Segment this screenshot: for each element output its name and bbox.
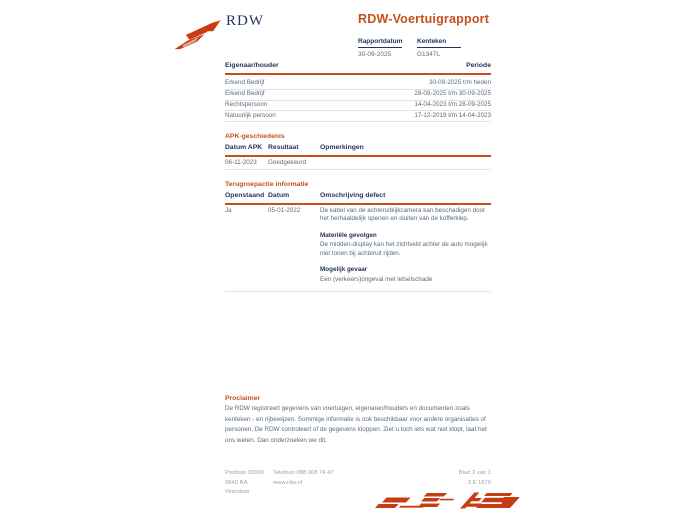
footer-page-number: Blad 3 van 3 (458, 470, 491, 476)
apk-col-opmerkingen: Opmerkingen (320, 144, 364, 152)
recall-table-header (225, 192, 491, 205)
report-date-value: 30-09-2025 (358, 50, 392, 58)
owner-type: Rechtspersoon (225, 100, 268, 108)
recall-defect-details (320, 207, 491, 285)
recall-table-bottom-rule (225, 291, 491, 292)
recall-col-openstaand: Openstaand (225, 192, 265, 200)
owner-table-rows (225, 79, 491, 122)
license-plate-value: G134TL (417, 50, 441, 58)
table-row (225, 79, 491, 90)
recall-section-heading: Terugroepactie informatie (225, 181, 309, 189)
page-title: RDW-Voertuigrapport (358, 12, 490, 26)
proclaimer-heading: Proclaimer (225, 395, 261, 402)
recall-omschrijving: De kabel van de achteruitkijkcamera kan beschadigen door het herhaaldelijk openen en sluiten van de kofferklep. (320, 206, 486, 223)
recall-gevolgen-label: Materiële gevolgen (320, 231, 377, 239)
proclaimer-section (225, 395, 491, 446)
recall-col-datum: Datum (268, 192, 290, 200)
report-date-field (358, 38, 402, 58)
apk-opmerkingen (320, 159, 491, 168)
footer-address-line1: Postbus 30000 (225, 470, 264, 476)
recall-gevolgen-text: De midden-display kan het zichtveld achter de auto mogelijk niet tonen bij achteruit rijden. (320, 241, 488, 257)
owner-table-header (225, 62, 491, 75)
recall-col-omschrijving: Omschrijving defect (320, 192, 386, 200)
license-plate-field (417, 38, 461, 58)
owner-period: 14-04-2023 t/m 28-09-2025 (414, 100, 491, 108)
apk-col-datum: Datum APK (225, 144, 263, 152)
apk-col-resultaat: Resultaat (268, 144, 299, 152)
recall-datum: 05-01-2022 (268, 206, 301, 214)
owner-type: Erkend Bedrijf (225, 79, 265, 87)
report-body (225, 62, 491, 292)
owner-period: 17-12-2019 t/m 14-04-2023 (414, 111, 491, 119)
footer-website-link[interactable]: www.rdw.nl (273, 479, 302, 486)
footer-phone: Telefoon 088 008 74 47 (273, 470, 334, 476)
footer-doc-code: 3 E 1679 (467, 479, 491, 486)
report-date-label: Rapportdatum (358, 38, 402, 48)
rdw-bird-logo-icon (174, 20, 222, 50)
rdw-stripes-graphic-icon (372, 491, 520, 510)
brand-wordmark: RDW (226, 13, 264, 29)
owner-table-header-left: Eigenaar/houder (225, 62, 279, 69)
recall-gevaar-label: Mogelijk gevaar (320, 266, 368, 274)
apk-resultaat: Goedgekeurd (268, 158, 307, 166)
license-plate-label: Kenteken (417, 38, 461, 48)
owner-type: Natuurlijk persoon (225, 111, 276, 119)
recall-gevaar-text: Een (verkeers)ongeval met letselschade (320, 275, 433, 283)
table-row (225, 90, 491, 101)
table-row (225, 157, 491, 170)
table-row (225, 101, 491, 112)
owner-period: 30-09-2025 t/m heden (429, 79, 491, 87)
apk-section-heading: APK-geschiedenis (225, 133, 285, 141)
apk-datum: 06-11-2023 (225, 158, 257, 166)
owner-period: 28-09-2025 t/m 30-09-2025 (414, 90, 491, 98)
owner-table-header-right: Periode (466, 62, 491, 69)
proclaimer-text: De RDW registreert gegevens van voertuigen, eigenaren/houders en documenten zoals kenteken - en rijbewijzen. Sommige informatie is ook beschikbaar voor andere organisaties of personen. De RDW controleert of de gegevens kloppen. Ziet u toch iets wat niet klopt, laat het ons weten. Dan onderzoeken we dit. (225, 405, 487, 444)
table-row (225, 205, 491, 286)
footer-address (225, 469, 273, 498)
table-row (225, 111, 491, 122)
recall-openstaand: Ja (225, 206, 232, 214)
owner-type: Erkend Bedrijf (225, 90, 265, 98)
apk-table-header (225, 144, 491, 157)
footer-address-line2: 9640 RA Veendam (225, 479, 250, 495)
